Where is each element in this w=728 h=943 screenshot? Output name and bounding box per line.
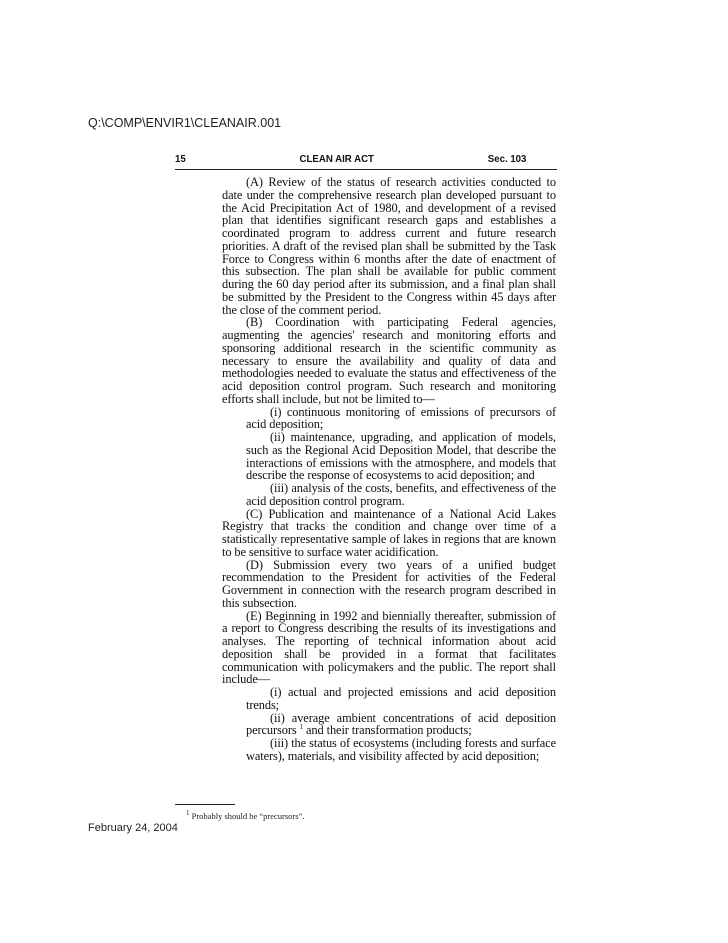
- list-item-b-iii: (iii) analysis of the costs, benefits, and effectiveness of the acid deposition control program.: [246, 481, 556, 508]
- running-head: [175, 151, 526, 167]
- item-text-continued: and their transformation products;: [303, 723, 472, 738]
- list-item-b-ii: (ii) maintenance, upgrading, and application of models, such as the Regional Acid Deposition Model, that describe the interactions of emissions with the atmosphere, and models that describe the response of ecosystems to acid deposition; and: [246, 430, 556, 483]
- header-rule: [175, 169, 557, 170]
- item-text: (ii) average ambient concentrations of acid deposition percursors: [246, 710, 556, 738]
- list-item-b-i: (i) continuous monitoring of emissions of precursors of acid deposition;: [246, 404, 556, 432]
- paragraph-a: (A) Review of the status of research activities conducted to date under the comprehensive research plan developed pursuant to the Acid Precipitation Act of 1980, and development of a revised plan that identifies significant research gaps and establishes a coordinated program to address current and future research priorities. A draft of the revised plan shall be submitted by the Task Force to Congress within 6 months after the date of enactment of this subsection. The plan shall be available for public comment during the 60 day period after its submission, and a final plan shall be submitted by the President to the Congress within 45 days after the close of the comment period.: [222, 175, 556, 317]
- body-text: [222, 176, 556, 763]
- footnote-reference: 1: [299, 723, 304, 732]
- page-date: February 24, 2004: [88, 822, 178, 834]
- paragraph-c: (C) Publication and maintenance of a National Acid Lakes Registry that tracks the condition and change over time of a statistically representative sample of lakes in regions that are known to be sensitive to surface water acidification.: [222, 506, 556, 559]
- list-item-e-i: (i) actual and projected emissions and acid deposition trends;: [246, 685, 556, 712]
- paragraph-d: (D) Submission every two years of a unified budget recommendation to the President for activities of the Federal Government in connection with the research program described in this subsection.: [222, 557, 556, 610]
- footnote: [186, 811, 304, 821]
- file-path: Q:\COMP\ENVIR1\CLEANAIR.001: [88, 116, 282, 130]
- list-item-e-ii: [246, 712, 556, 738]
- footnote-text: Probably should be “precursors”.: [191, 811, 305, 821]
- paragraph-e: (E) Beginning in 1992 and biennially thereafter, submission of a report to Congress describing the results of its investigations and analyses. The reporting of technical information about acid deposition shall be provided in a format that facilitates communication with policymakers and the public. The report shall include—: [222, 608, 556, 687]
- section-number: Sec. 103: [487, 153, 527, 165]
- paragraph-b: (B) Coordination with participating Federal agencies, augmenting the agencies' research and monitoring efforts and sponsoring additional research in the scientific community as necessary to ensure the availability and quality of data and methodologies needed to evaluate the status and effectiveness of the acid deposition control program. Such research and monitoring efforts shall include, but not be limited to—: [222, 315, 556, 406]
- act-title: CLEAN AIR ACT: [299, 153, 374, 165]
- list-item-e-iii: (iii) the status of ecosystems (including forests and surface waters), materials, and visibility affected by acid deposition;: [246, 736, 556, 763]
- footnote-rule: [175, 804, 235, 805]
- footnote-marker: 1: [186, 809, 190, 818]
- page-number: 15: [175, 153, 186, 165]
